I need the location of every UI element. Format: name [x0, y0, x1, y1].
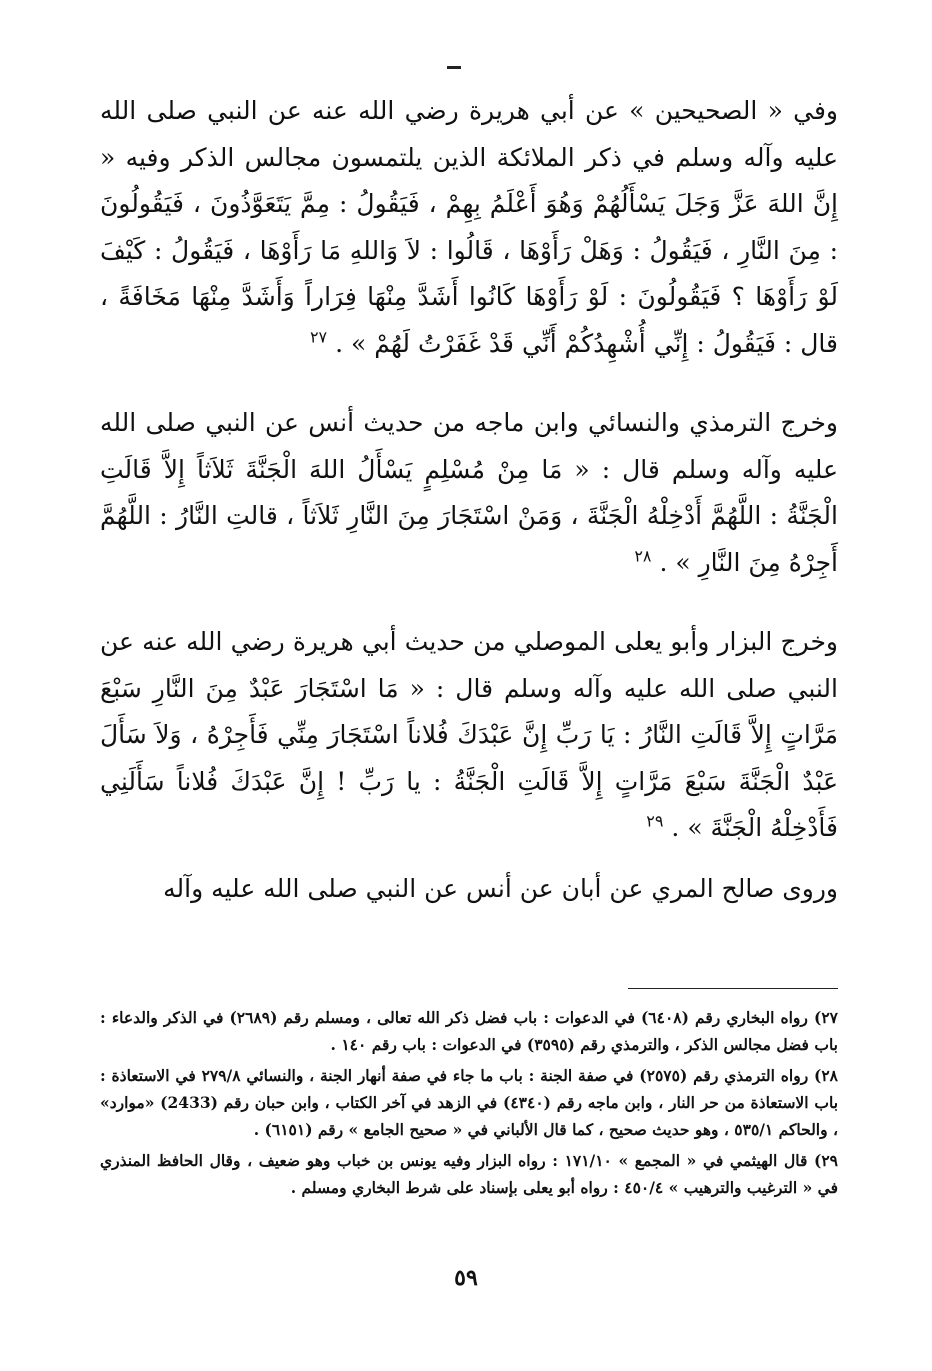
paragraph-1-text: وفي « الصحيحين » عن أبي هريرة رضي الله عنه عن النبي صلى الله عليه وآله وسلم في ذكر الملائكة الذين يلتمسون مجالس الذكر وفيه « إِنَّ اللهَ عَزَّ وَجَلَ يَسْأَلُهُمْ وَهُوَ أَعْلَمُ بِهِمْ ، فَيَقُولُ : مِمَّ يَتَعَوَّذُونَ ، فَيَقُولُونَ : مِنَ النَّارِ ، فَيَقُولُ : وَهَلْ رَأَوْهَا ، قَالُوا : لاَ وَاللهِ مَا رَأَوْهَا ، فَيَقُولُ : كَيْفَ لَوْ رَأَوْهَا ؟ فَيَقُولُونَ : لَوْ رَأَوْهَا كَانُوا أَشَدَّ مِنْهَا فِرَاراً وَأَشَدَّ مِنْهَا مَخَافَةً ، قال : فَيَقُولُ : إِنِّي أُشْهِدُكُمْ أَنِّي قَدْ غَفَرْتُ لَهُمْ » . [100, 96, 838, 358]
footnote-28: ٢٨) رواه الترمذي رقم (٢٥٧٥) في صفة الجنة : باب ما جاء في صفة أنهار الجنة ، والنسائي ٢٧٩/٨ في الاستعاذة : باب الاستعاذة من حر النار ، وابن ماجه رقم (٤٣٤٠) في الزهد في آخر الكتاب ، وابن حبان رقم (2433) «موارد» ، والحاكم ٥٣٥/١ ، وهو حديث صحيح ، كما قال الألباني في « صحيح الجامع » رقم (٦١٥١) . [100, 1066, 839, 1139]
paragraph-2-text: وخرج الترمذي والنسائي وابن ماجه من حديث أنس عن النبي صلى الله عليه وآله وسلم قال : « مَا مِنْ مُسْلِمٍ يَسْأَلُ اللهَ الْجَنَّةَ ثَلاَثاً إِلاَّ قَالَتِ الْجَنَّةُ : اللَّهُمَّ أَدْخِلْهُ الْجَنَّةَ ، وَمَنْ اسْتَجَارَ مِنَ النَّارِ ثَلاَثاً ، قالتِ النَّارُ : اللَّهُمَّ أَجِرْهُ مِنَ النَّارِ » . [100, 408, 838, 577]
top-dash-mark [447, 66, 461, 69]
footnote-ref-29: ٢٩ [646, 811, 664, 831]
page-number: ٥٩ [454, 1265, 478, 1291]
paragraph-3-text: وخرج البزار وأبو يعلى الموصلي من حديث أبي هريرة رضي الله عنه عن النبي صلى الله عليه وآله وسلم قال : « مَا اسْتَجَارَ عَبْدٌ مِنَ النَّارِ سَبْعَ مَرَّاتٍ إِلاَّ قَالَتِ النَّارُ : يَا رَبِّ إِنَّ عَبْدَكَ فُلاناً اسْتَجَارَ مِنِّي فَأَجِرْهُ ، وَلاَ سَأَلَ عَبْدٌ الْجَنَّةَ سَبْعَ مَرَّاتٍ إِلاَّ قَالَتِ الْجَنَّةُ : يا رَبِّ ! إِنَّ عَبْدَكَ فُلاناً سَأَلَنِي فَأَدْخِلْهُ الْجَنَّةَ » . [100, 627, 838, 842]
footnote-27: ٢٧) رواه البخاري رقم (٦٤٠٨) في الدعوات : باب فضل ذكر الله تعالى ، ومسلم رقم (٢٦٨٩) في الذكر والدعاء : باب فضل مجالس الذكر ، والترمذي رقم (٣٥٩٥) في الدعوات : باب رقم ١٤٠ . [100, 1008, 838, 1054]
footnote-ref-28: ٢٨ [634, 546, 652, 566]
footnotes [100, 1004, 838, 1205]
footnote-ref-27: ٢٧ [309, 327, 328, 347]
footnote-divider [628, 988, 838, 989]
paragraph-1 [100, 88, 838, 367]
footnote-29: ٢٩) قال الهيثمي في « المجمع » ١٧١/١٠ : رواه البزار وفيه يونس بن خباب وهو ضعيف ، وقال الحافظ المنذري في « الترغيب والترهيب » ٤٥٠/٤ : رواه أبو يعلى بإسناد على شرط البخاري ومسلم . [100, 1151, 838, 1197]
paragraph-4 [100, 866, 838, 913]
main-text [100, 88, 838, 912]
paragraph-4-text: وروى صالح المري عن أبان عن أنس عن النبي صلى الله عليه وآله [163, 873, 838, 903]
paragraph-3 [100, 619, 838, 852]
paragraph-2 [100, 400, 838, 586]
